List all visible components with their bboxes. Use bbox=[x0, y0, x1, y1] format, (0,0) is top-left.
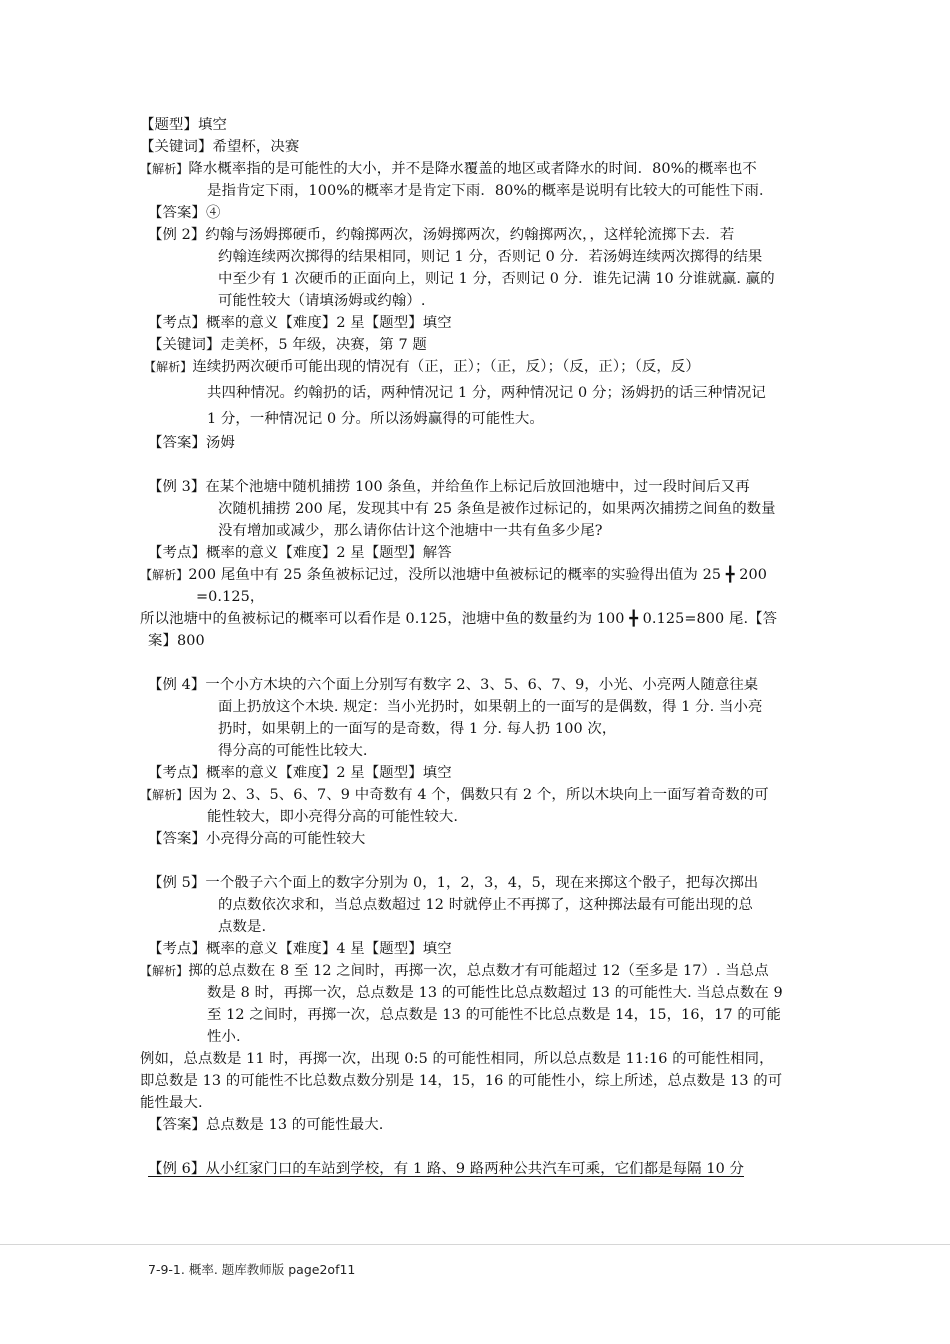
line-text: 是指肯定下雨，100%的概率才是肯定下雨．80%的概率是说明有比较大的可能性下雨． bbox=[207, 183, 774, 199]
text-line bbox=[148, 1116, 383, 1134]
text-line bbox=[148, 940, 452, 958]
text-line bbox=[218, 500, 776, 518]
line-text: 【关键词】希望杯，决赛 bbox=[140, 139, 300, 155]
text-line bbox=[148, 676, 758, 694]
line-text: 案】800 bbox=[148, 633, 205, 649]
text-line bbox=[218, 522, 603, 540]
text-line bbox=[218, 918, 266, 936]
text-line bbox=[148, 336, 427, 354]
text-line bbox=[148, 1160, 744, 1178]
analysis-tag: 【解析】 bbox=[140, 162, 189, 176]
text-line bbox=[207, 1006, 781, 1024]
analysis-tag: 【解析】 bbox=[140, 568, 189, 582]
text-line bbox=[148, 226, 734, 244]
text-line bbox=[140, 1094, 203, 1112]
text-line bbox=[218, 270, 775, 288]
line-text: 面上扔放这个木块. 规定：当小光扔时，如果朝上的一面写的是偶数，得 1 分. 当小亮 bbox=[218, 699, 763, 715]
text-line bbox=[207, 182, 774, 200]
line-text: 性小. bbox=[207, 1029, 241, 1045]
line-text: 【考点】概率的意义【难度】4 星【题型】填空 bbox=[148, 941, 452, 957]
line-text: 约翰连续两次掷得的结果相同，则记 1 分，否则记 0 分．若汤姆连续两次掷得的结果 bbox=[218, 249, 763, 265]
line-text: 扔时，如果朝上的一面写的是奇数，得 1 分. 每人扔 100 次， bbox=[218, 721, 617, 737]
text-line bbox=[207, 808, 458, 826]
footer-divider bbox=[0, 1244, 950, 1245]
line-text: 至 12 之间时，再掷一次，总点数是 13 的可能性不比总点数是 14，15，16，17 的可能 bbox=[207, 1007, 781, 1023]
text-line bbox=[218, 292, 426, 310]
text-line bbox=[218, 720, 616, 738]
text-line bbox=[148, 478, 750, 496]
text-line bbox=[218, 742, 368, 760]
line-text: 中至少有 1 次硬币的正面向上，则记 1 分，否则记 0 分．谁先记满 10 分谁就赢. 赢的 bbox=[218, 271, 775, 287]
line-text: 【例 4】一个小方木块的六个面上分别写有数字 2、3、5、6、7、9，小光、小亮两人随意往桌 bbox=[148, 677, 759, 693]
line-text: 的点数依次求和，当总点数超过 12 时就停止不再掷了，这种掷法最有可能出现的总 bbox=[218, 897, 754, 913]
line-text: 连续扔两次硬币可能出现的情况有（正，正）；（正，反）；（反，正）；（反，反） bbox=[192, 359, 700, 375]
text-line bbox=[207, 984, 783, 1002]
text-line bbox=[207, 1028, 241, 1046]
text-line bbox=[140, 138, 299, 156]
line-text: 【答案】汤姆 bbox=[148, 435, 235, 451]
line-text: 降水概率指的是可能性的大小，并不是降水覆盖的地区或者降水的时间．80%的概率也不 bbox=[188, 161, 757, 177]
text-line bbox=[218, 896, 753, 914]
line-text: 【例 6】从小红家门口的车站到学校，有 1 路、9 路两种公共汽车可乘，它们都是每隔 10 分 bbox=[148, 1161, 744, 1177]
text-line bbox=[148, 632, 205, 650]
line-text: 所以池塘中的鱼被标记的概率可以看作是 0.125，池塘中鱼的数量约为 100 ╋ 0.125=800 尾.【答 bbox=[140, 611, 778, 627]
text-line bbox=[148, 434, 235, 452]
page-footer: 7-9-1. 概率. 题库教师版 page2of11 bbox=[148, 1262, 356, 1277]
line-text: 1 分，一种情况记 0 分。所以汤姆赢得的可能性大。 bbox=[207, 411, 544, 427]
line-text: 【考点】概率的意义【难度】2 星【题型】填空 bbox=[148, 315, 452, 331]
line-text: 能性最大. bbox=[140, 1095, 203, 1111]
line-text: 【题型】填空 bbox=[140, 117, 227, 133]
line-text: 【答案】④ bbox=[148, 205, 221, 221]
line-text: 掷的总点数在 8 至 12 之间时，再掷一次，总点数才有可能超过 12（至多是 17）. 当总点 bbox=[188, 963, 769, 979]
text-line bbox=[140, 610, 777, 628]
line-text: 【例 2】约翰与汤姆掷硬币，约翰掷两次，汤姆掷两次，约翰掷两次，，这样轮流掷下去．若 bbox=[148, 227, 735, 243]
text-line bbox=[148, 544, 452, 562]
line-text: 数是 8 时，再掷一次，总点数是 13 的可能性比总点数超过 13 的可能性大. 当总点数在 9 bbox=[207, 985, 783, 1001]
analysis-tag: 【解析】 bbox=[140, 788, 189, 802]
line-text: 可能性较大（请填汤姆或约翰）. bbox=[218, 293, 426, 309]
text-line bbox=[148, 830, 365, 848]
line-text: 点数是. bbox=[218, 919, 267, 935]
line-text: 【例 5】一个骰子六个面上的数字分别为 0，1，2，3，4，5，现在来掷这个骰子，把每次掷出 bbox=[148, 875, 759, 891]
analysis-tag: 【解析】 bbox=[144, 360, 193, 374]
line-text: 【考点】概率的意义【难度】2 星【题型】填空 bbox=[148, 765, 452, 781]
line-text: 即总数是 13 的可能性不比总数点数分别是 14，15，16 的可能性小，综上所述，总点数是 13 的可 bbox=[140, 1073, 783, 1089]
line-text: 【答案】小亮得分高的可能性较大 bbox=[148, 831, 366, 847]
text-line bbox=[140, 962, 769, 980]
line-text: 共四种情况。约翰扔的话，两种情况记 1 分，两种情况记 0 分；汤姆扔的话三种情况记 bbox=[207, 385, 766, 401]
text-line bbox=[196, 588, 264, 606]
text-line bbox=[218, 248, 762, 266]
analysis-tag: 【解析】 bbox=[140, 964, 189, 978]
line-text: 得分高的可能性比较大. bbox=[218, 743, 368, 759]
line-text: 【考点】概率的意义【难度】2 星【题型】解答 bbox=[148, 545, 452, 561]
text-line bbox=[140, 116, 227, 134]
text-line bbox=[148, 204, 220, 222]
text-line bbox=[140, 786, 769, 804]
text-line bbox=[148, 764, 452, 782]
text-line bbox=[140, 160, 757, 178]
text-line bbox=[148, 874, 758, 892]
line-text: 200 尾鱼中有 25 条鱼被标记过，没所以池塘中鱼被标记的概率的实验得出值为 25 ╋ 200 bbox=[188, 567, 767, 583]
text-line bbox=[140, 1050, 774, 1068]
line-text: 【例 3】在某个池塘中随机捕捞 100 条鱼，并给鱼作上标记后放回池塘中，过一段时间后又再 bbox=[148, 479, 750, 495]
text-line bbox=[218, 698, 762, 716]
text-line bbox=[140, 1072, 782, 1090]
text-line bbox=[207, 410, 544, 428]
line-text: 次随机捕捞 200 尾，发现其中有 25 条鱼是被作过标记的，如果两次捕捞之间鱼的数量 bbox=[218, 501, 776, 517]
line-text: =0.125， bbox=[196, 589, 265, 605]
line-text: 能性较大，即小亮得分高的可能性较大. bbox=[207, 809, 459, 825]
line-text: 没有增加或减少，那么请你估计这个池塘中一共有鱼多少尾? bbox=[218, 523, 603, 539]
text-line bbox=[207, 384, 766, 402]
line-text: 【答案】总点数是 13 的可能性最大. bbox=[148, 1117, 384, 1133]
line-text: 例如，总点数是 11 时，再掷一次，出现 0:5 的可能性相同，所以总点数是 11:16 的可能性相同， bbox=[140, 1051, 774, 1067]
line-text: 因为 2、3、5、6、7、9 中奇数有 4 个，偶数只有 2 个，所以木块向上一面写着奇数的可 bbox=[188, 787, 769, 803]
line-text: 【关键词】走美杯，5 年级，决赛，第 7 题 bbox=[148, 337, 427, 353]
text-line bbox=[140, 566, 767, 584]
text-line bbox=[148, 314, 452, 332]
text-line bbox=[144, 358, 700, 376]
